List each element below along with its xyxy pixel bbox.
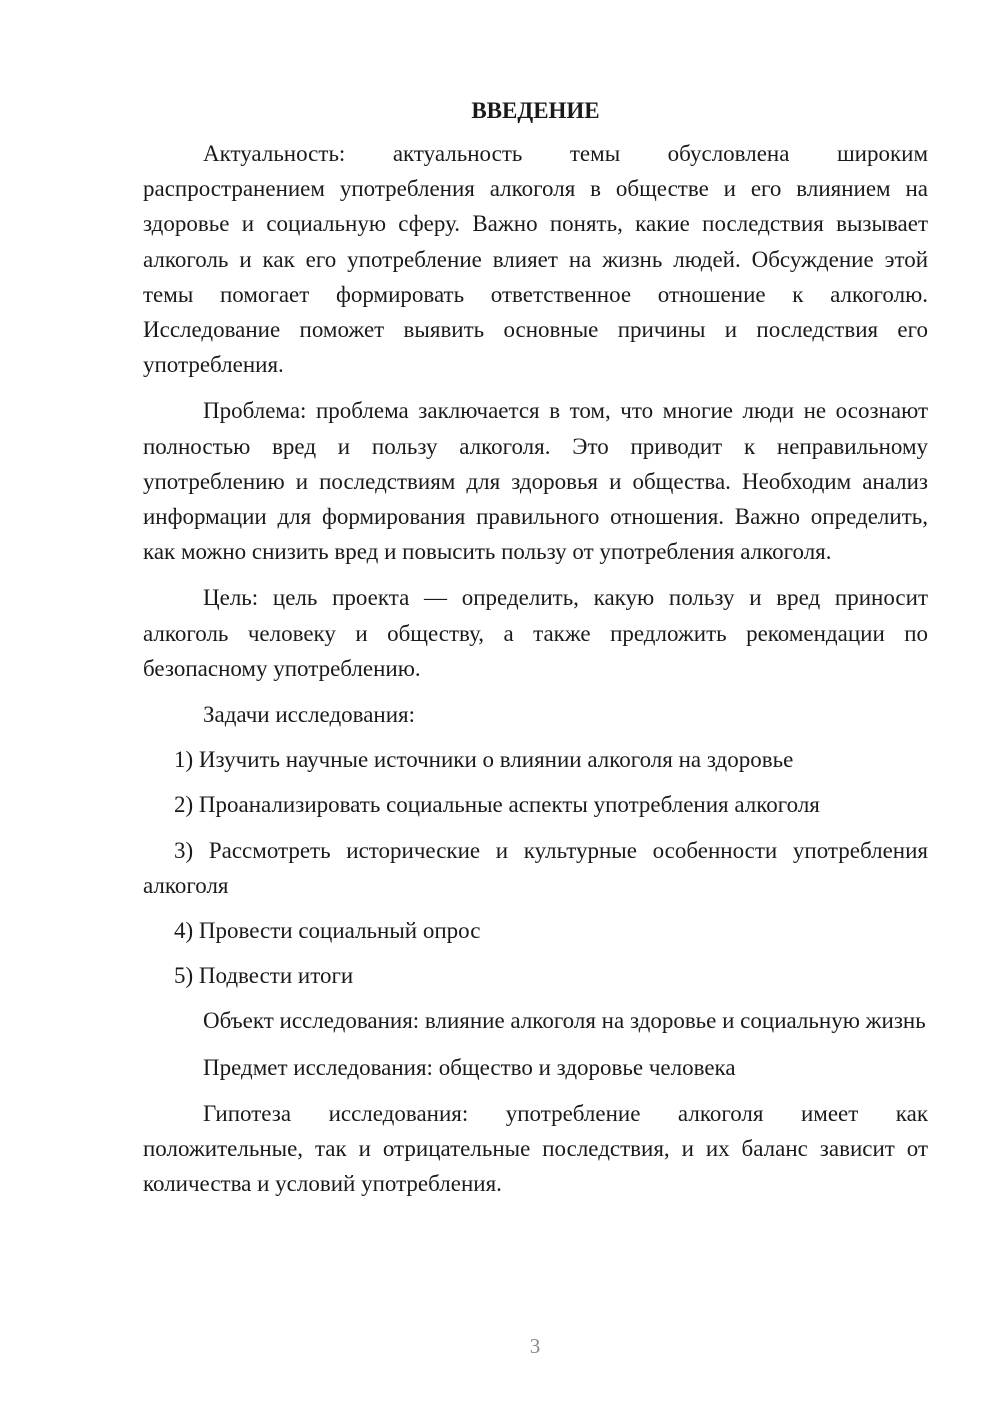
task-item-1: 1) Изучить научные источники о влиянии алкоголя на здоровье (174, 747, 794, 773)
task-item-3: 3) Рассмотреть исторические и культурные особенности употребления алкоголя (143, 837, 928, 898)
document-page (143, 93, 928, 1212)
task-item-2: 2) Проанализировать социальные аспекты употребления алкоголя (174, 792, 820, 818)
page-number: 3 (529, 1334, 541, 1358)
task-item-4: 4) Провести социальный опрос (174, 918, 481, 944)
object-paragraph: Объект исследования: влияние алкоголя на здоровье и социальную жизнь (203, 1008, 926, 1034)
relevance-paragraph: Актуальность: актуальность темы обусловлена широким распространением употребления алкоголя в обществе и его влиянием на здоровье и социальную сферу. Важно понять, какие последствия вызывает алкоголь и как его употребление влияет на жизнь людей. Обсуждение этой темы помогает формировать ответственное отношение к алкоголю. Исследование поможет выявить основные причины и последствия его употребления. (143, 141, 928, 378)
tasks-heading: Задачи исследования: (203, 702, 416, 728)
task-item-5: 5) Подвести итоги (174, 963, 354, 989)
goal-paragraph: Цель: цель проекта — определить, какую пользу и вред приносит алкоголь человеку и обществу, а также предложить рекомендации по безопасному употреблению. (143, 585, 928, 681)
subject-paragraph: Предмет исследования: общество и здоровье человека (203, 1054, 736, 1080)
hypothesis-paragraph: Гипотеза исследования: употребление алкоголя имеет как положительные, так и отрицательные последствия, и их баланс зависит от количества и условий употребления. (143, 1100, 928, 1197)
page-title: ВВЕДЕНИЕ (471, 98, 600, 123)
problem-paragraph: Проблема: проблема заключается в том, что многие люди не осознают полностью вред и пользу алкоголя. Это приводит к неправильному употреблению и последствиям для здоровья и общества. Необходим анализ информации для формирования правильного отношения. Важно определить, как можно снизить вред и повысить пользу от употребления алкоголя. (143, 398, 928, 565)
